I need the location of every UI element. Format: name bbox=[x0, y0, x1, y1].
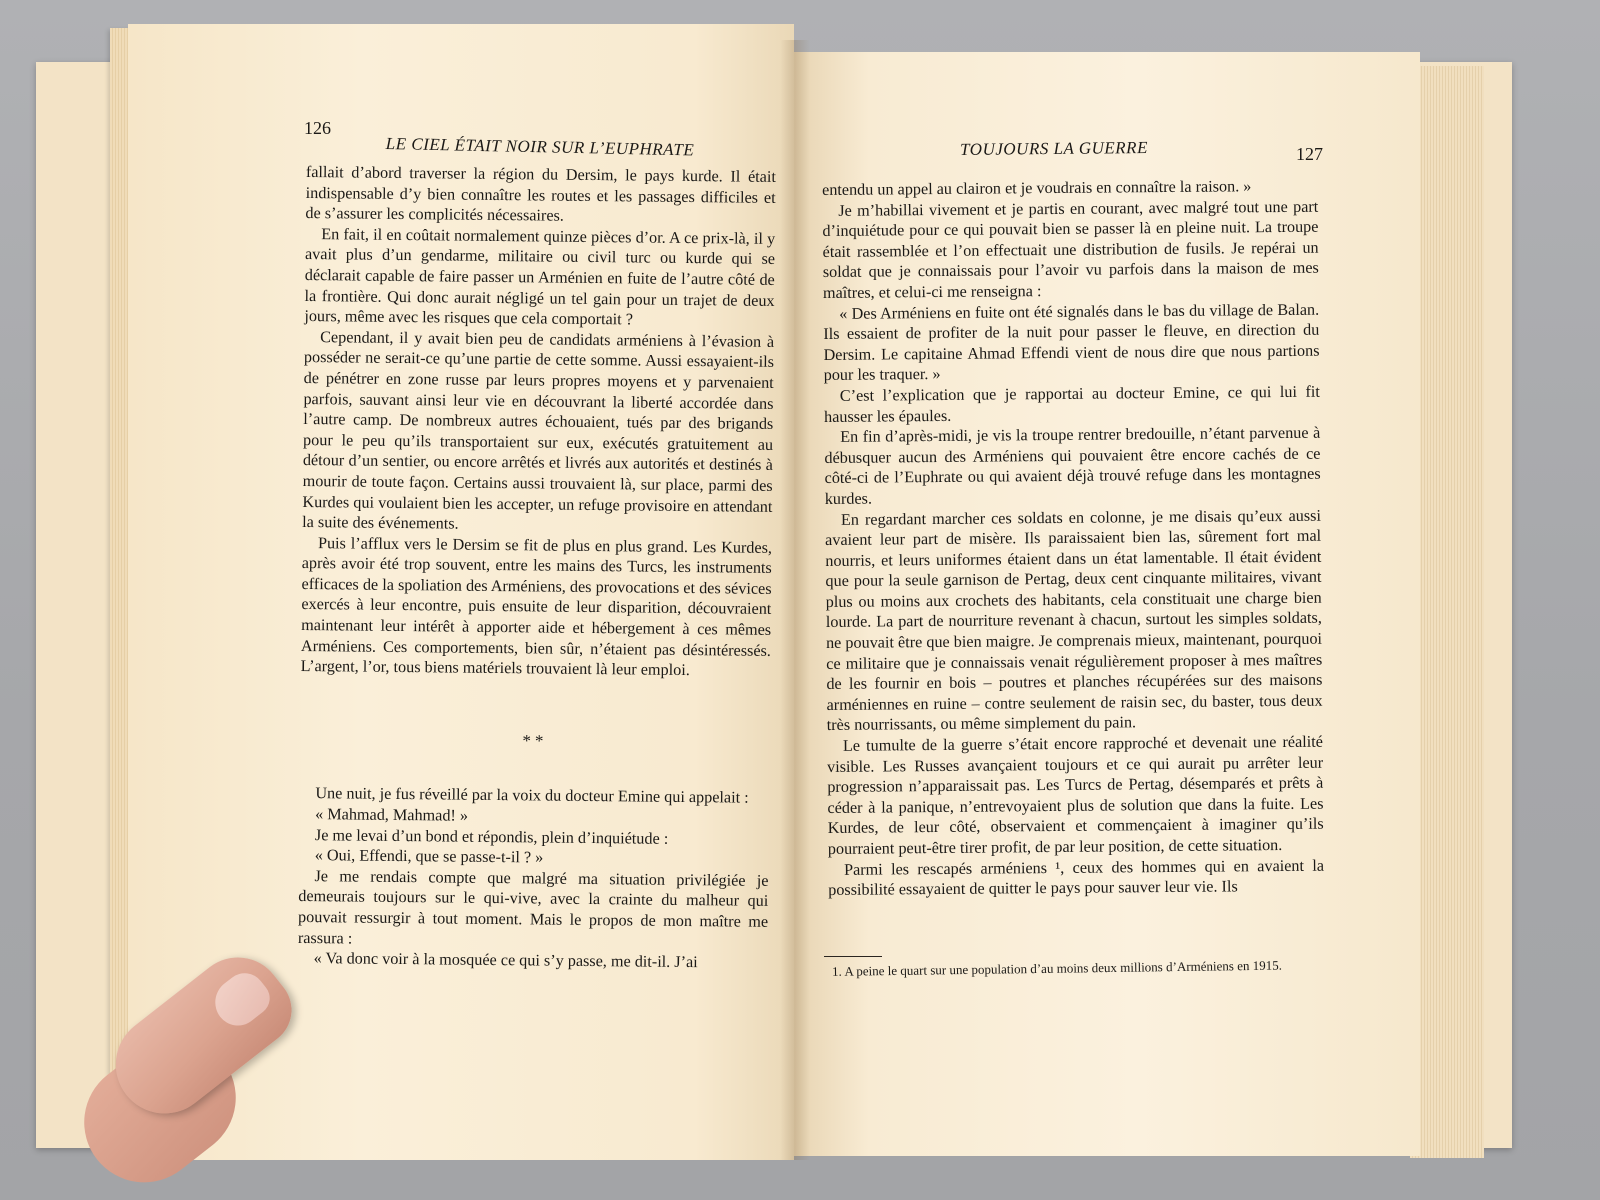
left-running-head: LE CIEL ÉTAIT NOIR SUR L’EUPHRATE bbox=[385, 134, 695, 160]
paragraph: Je me rendais compte que malgré ma situation privilégiée je demeurais toujours sur le qui-vive, avec la crainte du malheur qui pouvait ressurgir à tout moment. Mais le propos de mon maître me rassura : bbox=[297, 866, 769, 948]
paragraph: En regardant marcher ces soldats en colonne, je me disais qu’eux aussi avaient leur part de misère. Ils paraissaient bien las, sûrement fort mal nourris, et leurs uniformes étaient dans un état lamentable. Il était évident que pour la seule garnison de Pertag, deux cent cinquante militaires, vivant plus ou moins aux crochets des habitants, cela constituait une charge bien lourde. La part de nourriture revenant à chacun, surtout les simples soldats, ne pouvait être que bien maigre. Je comprenais mieux, maintenant, pourquoi ce militaire que je connaissais venait régulièrement proposer à mes maîtres de les fournir en bois – poutres et planches récupérées sur des maisons arméniennes en ruine – contre seulement de raisin sec, du baster, tous deux très nourrissants, ou même simplement du pain. bbox=[825, 506, 1323, 735]
dialogue-line: « Va donc voir à la mosquée ce qui s’y passe, me dit-il. J’ai bbox=[313, 949, 698, 972]
right-page-text bbox=[822, 176, 1324, 901]
dialogue-line: « Oui, Effendi, que se passe-t-il ? » bbox=[314, 846, 544, 867]
paragraph: Je me levai d’un bond et répondis, plein d’inquiétude : bbox=[314, 825, 669, 848]
left-page-number: 126 bbox=[304, 118, 331, 138]
paragraph: fallait d’abord traverser la région du Dersim, le pays kurde. Il était indispensable d’y bien connaître les routes et les passages difficiles et de s’assurer les complicités nécessaires. bbox=[305, 162, 776, 225]
footnote: 1. A peine le quart sur une population d’au moins deux millions d’Arméniens en 1915. bbox=[831, 957, 1283, 979]
right-page bbox=[794, 52, 1420, 1156]
left-page-text bbox=[298, 162, 776, 974]
book-gutter-shadow bbox=[780, 40, 810, 1160]
paragraph: Puis l’afflux vers le Dersim se fit de plus en plus grand. Les Kurdes, après avoir été trop souvent, entre les mains des Turcs, les instruments efficaces de la spoliation des Arméniens, des provocations et des sévices exercés à leur encontre, puis ensuite de leur disparition, découvraient maintenant leur intérêt à apporter aide et hébergement à ces mêmes Arméniens. Ces comportements, bien sûr, n’étaient pas désintéressés. L’argent, l’or, tous biens matériels trouvaient là leur emploi. bbox=[300, 533, 773, 680]
footnote-rule bbox=[824, 956, 882, 957]
paragraph: Une nuit, je fus réveillé par la voix du docteur Emine qui appelait : bbox=[315, 784, 749, 808]
paragraph: C’est l’explication que je rapportai au docteur Emine, ce qui lui fit hausser les épaules. bbox=[823, 382, 1320, 426]
paragraph: En fin d’après-midi, je vis la troupe rentrer bredouille, n’étant parvenue à débusquer aucun des Arméniens qui pouvaient être encore cachés de ce côté-ci de l’Euphrate ou qui avaient déjà trouvé refuge dans les montagnes kurdes. bbox=[824, 423, 1321, 508]
paragraph: Le tumulte de la guerre s’était encore rapproché et devenait une réalité visible. Les Russes avançaient toujours et ce qui aurait pu arrêter leur progression n’apparaissait pas. Les Turcs de Pertag, désemparés et prêts à céder à la panique, n’entrevoyaient plus de solution que dans la fuite. Les Kurdes, de leur côté, observaient et commençaient à imaginer qu’ils pourraient peut-être tirer profit, de par leur position, de cette situation. bbox=[827, 732, 1324, 858]
paragraph: En fait, il en coûtait normalement quinze pièces d’or. A ce prix-là, il y avait plus d’un gendarme, militaire ou civil turc ou kurde qui se déclarait capable de faire passer un Arménien en fuite de l’autre côté de la frontière. Qui donc aurait négligé un tel gain pour un trajet de deux jours, même avec les risques que cela comportait ? bbox=[304, 224, 776, 329]
paragraph: Je m’habillai vivement et je partis en courant, avec malgré tout une part d’inquiétude pour ce qui pouvait bien se passer là en pleine nuit. La troupe était rassemblée et l’on effectuait une distribution de fusils. Je repérai un soldat que je connaissais pour l’avoir vu parfois dans la maison de mes maîtres, et celui-ci me renseigna : bbox=[822, 197, 1319, 302]
section-break: ** bbox=[522, 731, 548, 751]
dialogue-line: « Mahmad, Mahmad! » bbox=[315, 805, 469, 825]
fingernail bbox=[206, 965, 277, 1034]
right-running-head: TOUJOURS LA GUERRE bbox=[960, 138, 1149, 159]
paragraph: entendu un appel au clairon et je voudrais en connaître la raison. » bbox=[822, 177, 1252, 199]
right-page-number: 127 bbox=[1296, 144, 1323, 164]
right-page-edges bbox=[1410, 66, 1484, 1158]
paragraph: Parmi les rescapés arméniens ¹, ceux des hommes qui en avaient la possibilité essayaient de quitter le pays pour sauver leur vie. Ils bbox=[828, 856, 1325, 900]
paragraph: Cependant, il y avait bien peu de candidats arméniens à l’évasion à posséder ne serait-ce qu’une partie de cette somme. Aussi essayaient-ils de pénétrer en zone russe par leurs propres moyens et y parvenaient parfois, sauvant ainsi leur vie en découvrant la liberté accordée dans l’autre camp. De nombreux autres échouaient, tués par des brigands pour le peu qu’ils transportaient sur eux, exécutés gratuitement au détour d’un sentier, ou encore arrêtés et livrés aux autorités et destinés à mourir de toute façon. Certains aussi trouvaient là, sur place, parmi des Kurdes qui voulaient bien les accepter, un refuge provisoire en attendant la suite des événements. bbox=[302, 327, 775, 533]
dialogue-line: « Des Arméniens en fuite ont été signalés dans le bas du village de Balan. Ils essaient de profiter de la nuit pour passer le fleuve, en direction du Dersim. Le capitaine Ahmad Effendi vient de nous dire que nous partions pour les traquer. » bbox=[823, 300, 1320, 385]
